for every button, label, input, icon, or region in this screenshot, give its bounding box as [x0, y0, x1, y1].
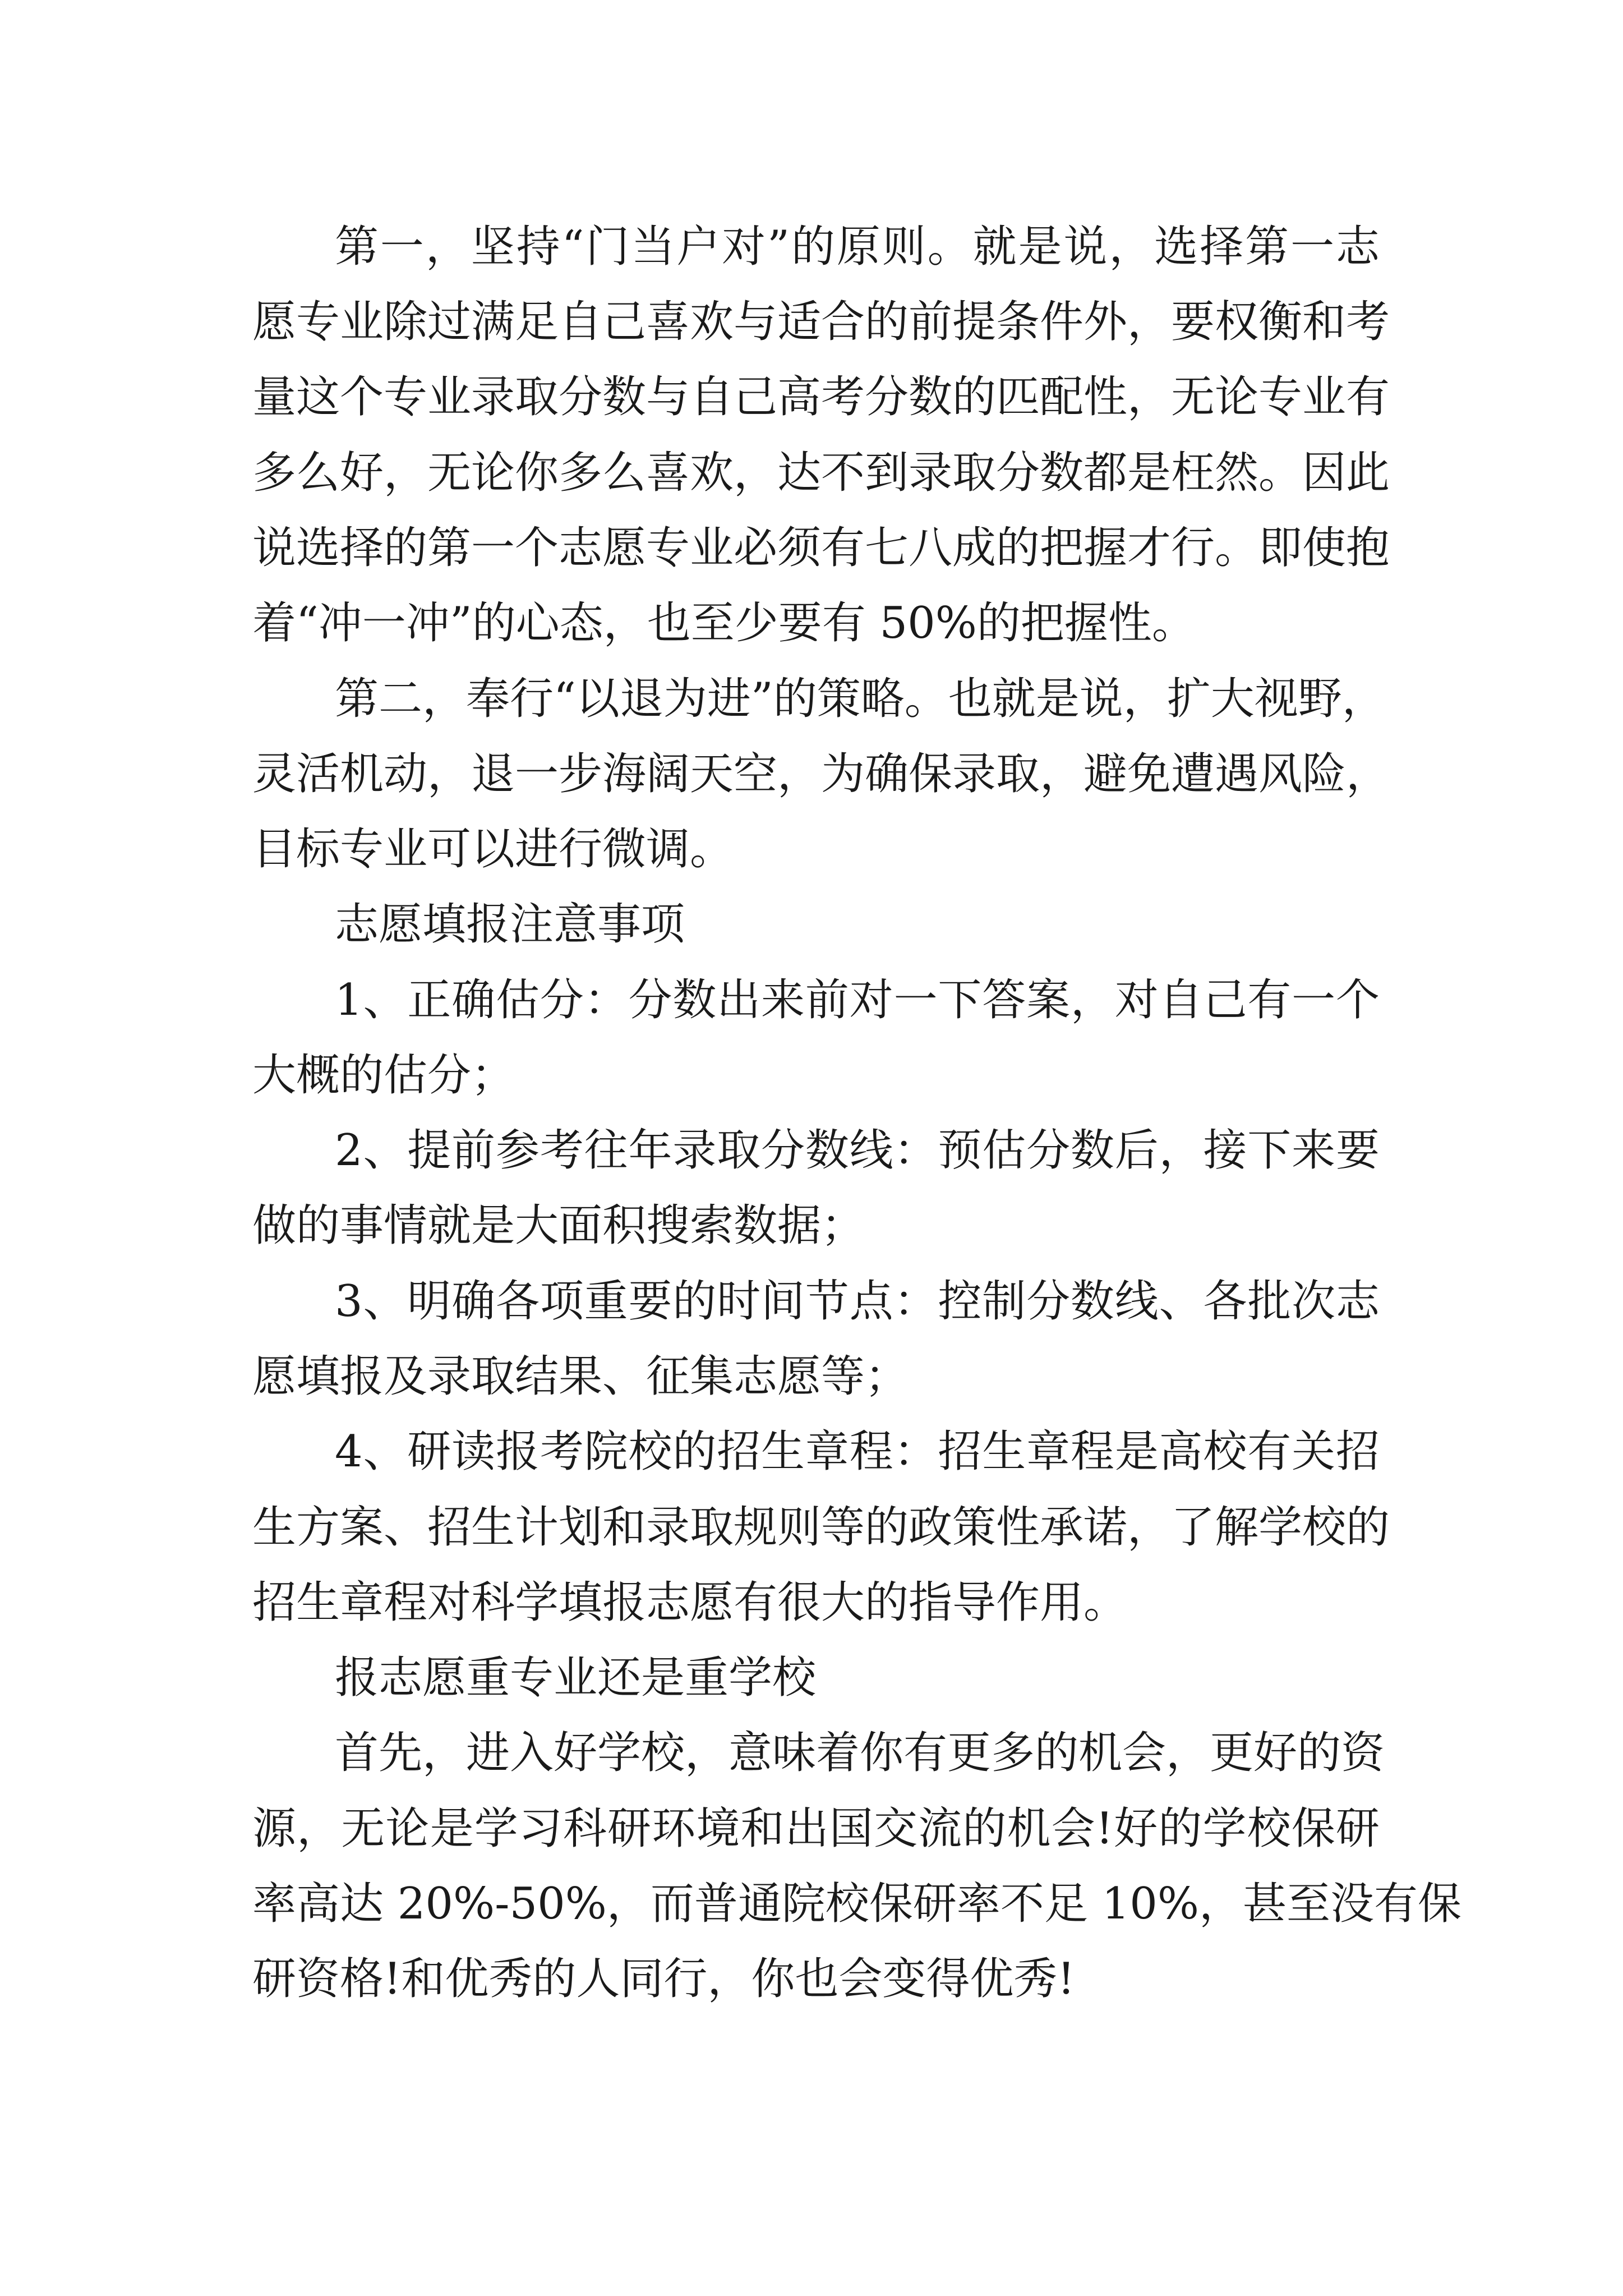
item-3-line-1: 3、明确各项重要的时间节点：控制分数线、各批次志 [335, 1276, 1380, 1327]
paragraph-1-line-5: 说选择的第一个志愿专业必须有七八成的把握才行。即使抱 [252, 523, 1390, 573]
paragraph-3-line-3: 率高达 20%-50%，而普通院校保研率不足 10%，甚至没有保 [252, 1879, 1462, 1929]
section-heading-notes: 志愿填报注意事项 [335, 899, 685, 950]
paragraph-3-line-2: 源，无论是学习科研环境和出国交流的机会!好的学校保研 [252, 1803, 1380, 1854]
paragraph-1-line-4: 多么好，无论你多么喜欢，达不到录取分数都是枉然。因此 [252, 448, 1390, 498]
paragraph-3-line-1: 首先，进入好学校，意味着你有更多的机会，更好的资 [335, 1728, 1385, 1778]
paragraph-3-line-4: 研资格!和优秀的人同行，你也会变得优秀! [252, 1954, 1075, 2004]
item-4-line-1: 4、研读报考院校的招生章程：招生章程是高校有关招 [335, 1427, 1380, 1477]
section-heading-major-or-school: 报志愿重专业还是重学校 [335, 1653, 817, 1703]
item-4-line-3: 招生章程对科学填报志愿有很大的指导作用。 [252, 1577, 1128, 1628]
paragraph-1-line-3: 量这个专业录取分数与自己高考分数的匹配性，无论专业有 [252, 372, 1390, 422]
paragraph-2-line-2: 灵活机动，退一步海阔天空，为确保录取，避免遭遇风险， [252, 749, 1390, 799]
paragraph-2-line-3: 目标专业可以进行微调。 [252, 824, 734, 875]
paragraph-1-line-2: 愿专业除过满足自己喜欢与适合的前提条件外，要权衡和考 [252, 297, 1390, 347]
item-3-line-2: 愿填报及录取结果、征集志愿等； [252, 1351, 909, 1402]
item-1-line-2: 大概的估分； [252, 1050, 515, 1101]
item-2-line-2: 做的事情就是大面积搜索数据； [252, 1200, 865, 1251]
paragraph-1-line-6: 着“冲一冲”的心态，也至少要有 50%的把握性。 [252, 598, 1196, 648]
item-1-line-1: 1、正确估分：分数出来前对一下答案，对自己有一个 [335, 975, 1380, 1025]
paragraph-2-line-1: 第二，奉行“以退为进”的策略。也就是说，扩大视野， [335, 674, 1386, 724]
item-4-line-2: 生方案、招生计划和录取规则等的政策性承诺，了解学校的 [252, 1502, 1390, 1553]
paragraph-1-line-1: 第一，坚持“门当户对”的原则。就是说，选择第一志 [335, 222, 1380, 272]
item-2-line-1: 2、提前参考往年录取分数线：预估分数后，接下来要 [335, 1125, 1380, 1176]
